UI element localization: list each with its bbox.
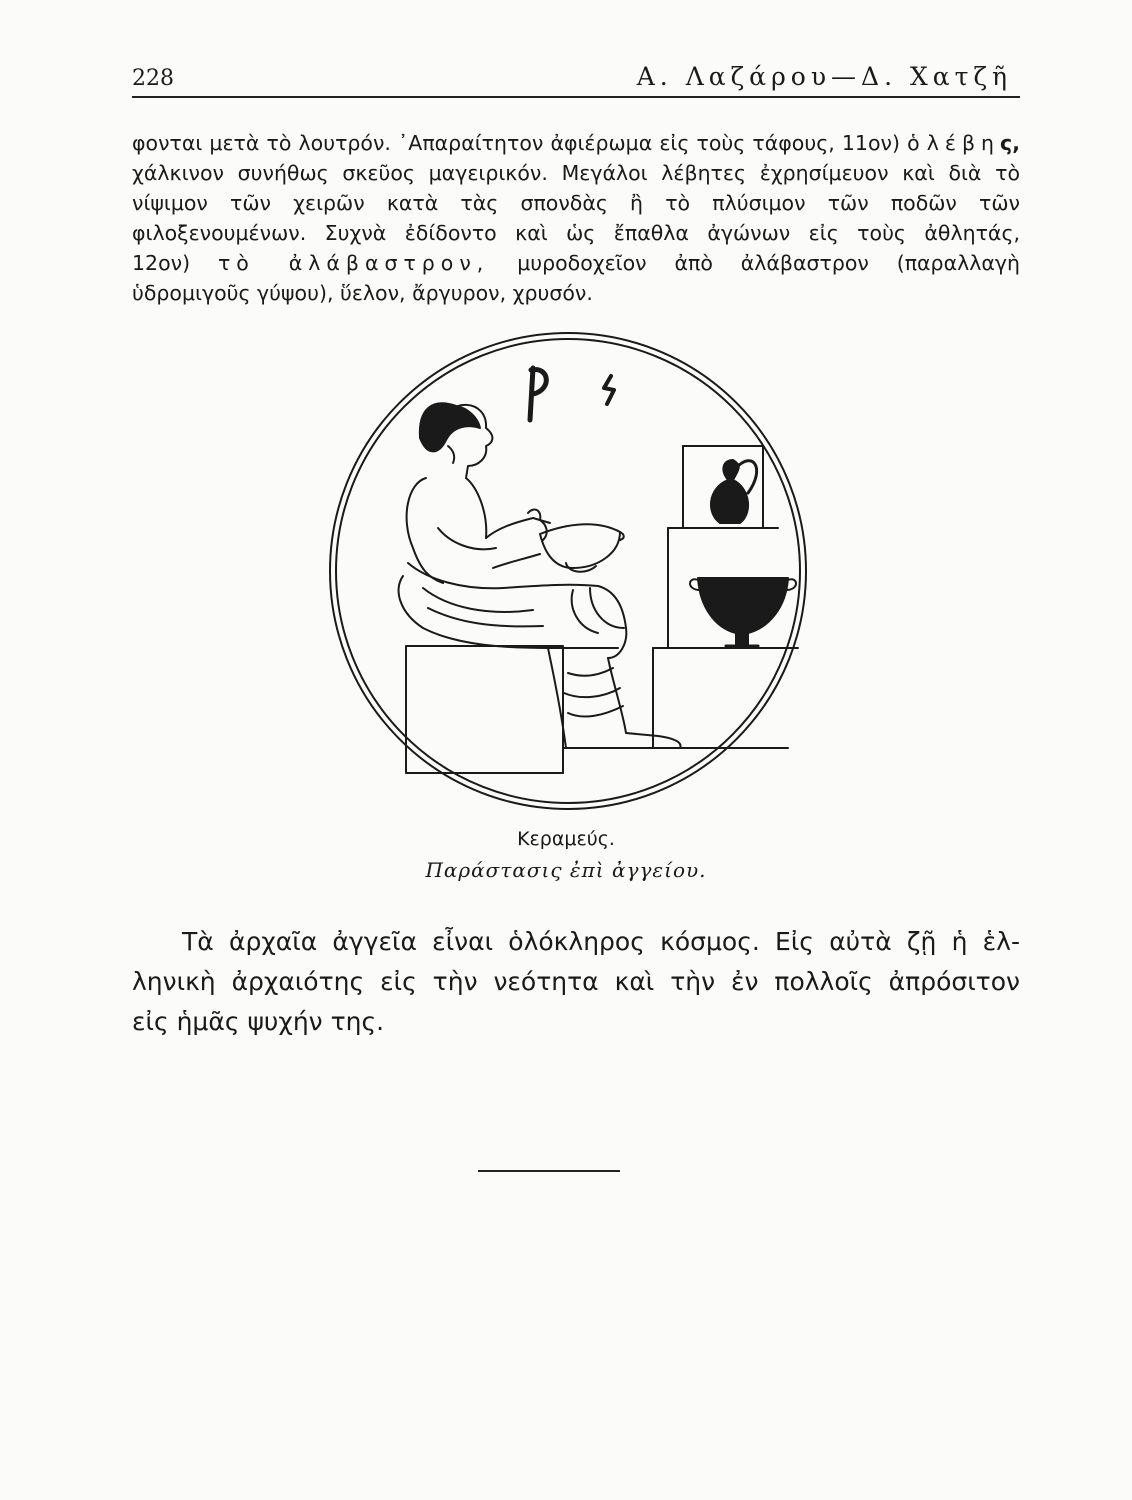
closing-paragraph bbox=[132, 922, 1020, 1042]
potter-illustration bbox=[328, 328, 808, 818]
seat-block bbox=[406, 646, 563, 773]
page-number: 228 bbox=[132, 66, 174, 91]
closing-line-2: ληνικὴ ἀρχαιότης εἰς τὴν νεότητα καὶ τὴν ἐν πολλοῖς ἀπρόσιτον bbox=[132, 967, 1020, 996]
closing-line-1: Τὰ ἀρχαῖα ἀγγεῖα εἶναι ὁλόκληρος κόσμος. Εἰς αὐτὰ ζῇ ἡ ἑλ- bbox=[182, 927, 1020, 956]
term-alabastron: τὸ ἀλάβαστρον, bbox=[217, 251, 490, 275]
jug-icon bbox=[711, 460, 757, 523]
potter-legs bbox=[548, 648, 681, 748]
inscription-icon bbox=[530, 368, 614, 420]
tondo-outer-circle bbox=[330, 333, 806, 809]
potter-torso bbox=[407, 478, 496, 583]
body-line-3: νίψιμον τῶν χειρῶν κατὰ τὰς σπονδὰς ἢ τὸ πλύσιμον τῶν ποδῶν τῶν bbox=[132, 191, 1020, 215]
term-lebes-end: ς, bbox=[1000, 131, 1020, 155]
body-paragraph bbox=[132, 128, 1020, 308]
page-header bbox=[132, 60, 1020, 100]
figure-caption-title: Κεραμεύς. bbox=[517, 828, 615, 850]
vase-tondo-drawing bbox=[328, 328, 808, 818]
running-head: Α. Λαζάρου—Δ. Χατζῆ bbox=[636, 62, 1012, 91]
body-line-1-text: φονται μετὰ τὸ λουτρόν. ᾿Απαραίτητον ἀφιέρωμα εἰς τοὺς τάφους, 11ον) ὁ bbox=[132, 131, 920, 155]
body-line-4: φιλοξενουμένων. Συχνὰ ἐδίδοντο καὶ ὡς ἔπαθλα ἀγώνων εἰς τοὺς ἀθλητάς, bbox=[132, 221, 1020, 245]
closing-line-3: εἰς ἡμᾶς ψυχήν της. bbox=[132, 1007, 385, 1036]
body-line-2: χάλκινον συνήθως σκεῦος μαγειρικόν. Μεγάλοι λέβητες ἐχρησίμευον καὶ διὰ τὸ bbox=[132, 161, 1020, 185]
body-line-5-text: μυροδοχεῖον ἀπὸ ἀλάβαστρον (παραλλαγὴ bbox=[517, 251, 1020, 275]
body-line-1 bbox=[132, 128, 1020, 158]
potter-head bbox=[420, 403, 493, 478]
bowl-icon bbox=[540, 524, 624, 571]
header-rule bbox=[132, 96, 1020, 98]
body-line-6: ὑδρομιγοῦς γύψου), ὕελον, ἄργυρον, χρυσόν. bbox=[132, 281, 593, 305]
potter-drapery bbox=[399, 563, 627, 658]
body-line-5 bbox=[132, 248, 1020, 278]
body-line-5-num: 12ον) bbox=[132, 251, 191, 275]
figure-caption-subtitle: Παράστασις ἐπὶ ἀγγείου. bbox=[425, 858, 707, 882]
term-lebes: λέβη bbox=[926, 131, 1001, 155]
shelf-steps bbox=[653, 446, 683, 748]
end-rule bbox=[478, 1170, 620, 1172]
krater-icon bbox=[690, 578, 796, 646]
